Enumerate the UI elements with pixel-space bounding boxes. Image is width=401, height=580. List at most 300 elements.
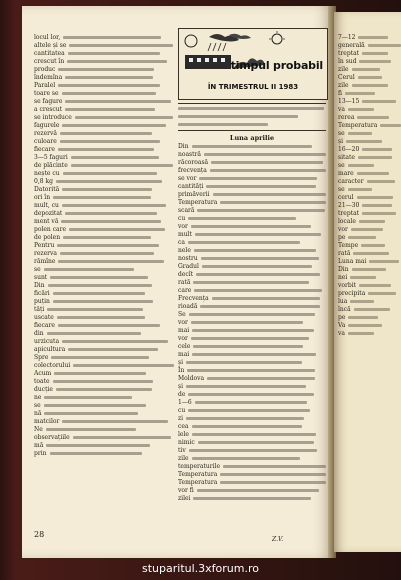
text-line [34, 306, 174, 313]
line-start-word: 3—5 faguri [34, 154, 68, 161]
illegible-text-bar [189, 313, 315, 316]
text-line [178, 471, 326, 478]
illegible-text-bar [195, 401, 307, 404]
text-line [34, 58, 174, 65]
line-start-word: urzicuta [34, 338, 60, 345]
illegible-text-bar [56, 180, 162, 183]
text-line [178, 271, 326, 278]
illegible-text-bar [220, 481, 326, 484]
illegible-text-bar [57, 244, 159, 247]
line-start-word: Tempe [338, 242, 359, 249]
line-start-word: Temperatura [178, 471, 218, 478]
text-line [34, 202, 174, 209]
line-start-word: Se [178, 311, 186, 318]
illegible-text-bar [197, 209, 325, 212]
text-line [34, 402, 174, 409]
line-start-word: uscate [34, 314, 54, 321]
text-line [34, 282, 174, 289]
text-line [34, 90, 174, 97]
text-line [178, 175, 326, 182]
illegible-text-bar [193, 497, 311, 500]
line-start-word: colectorului [34, 362, 71, 369]
text-line [178, 407, 326, 414]
text-line [34, 138, 174, 145]
text-line [178, 415, 326, 422]
line-start-word: Ne [34, 426, 43, 433]
illegible-text-bar [350, 276, 376, 279]
illegible-text-bar [62, 420, 168, 423]
illegible-text-bar [63, 236, 151, 239]
line-start-word: din [34, 330, 44, 337]
line-start-word: rămîne [34, 258, 56, 265]
illegible-text-bar [367, 180, 395, 183]
line-start-word: scară [178, 207, 195, 214]
line-start-word: observațiile [34, 434, 70, 441]
illegible-text-bar [65, 76, 153, 79]
text-line [34, 250, 174, 257]
illegible-text-bar [352, 68, 380, 71]
line-start-word: apicultura [34, 346, 66, 353]
line-start-word: de polen [34, 234, 61, 241]
illegible-text-bar [63, 36, 161, 39]
line-start-word: nă [34, 410, 42, 417]
illegible-text-bar [60, 132, 152, 135]
line-start-word: pe [338, 314, 346, 321]
text-line [338, 282, 401, 289]
text-line [178, 383, 326, 390]
text-line [178, 439, 326, 446]
text-line [34, 378, 174, 385]
line-start-word: care [178, 287, 192, 294]
line-start-word: de [178, 391, 186, 398]
line-start-word: se [338, 162, 345, 169]
text-line [34, 322, 174, 329]
illegible-text-bar [53, 380, 153, 383]
text-line [34, 34, 174, 41]
text-line [34, 370, 174, 377]
line-start-word: temperaturile [178, 463, 221, 470]
text-line [178, 143, 326, 150]
line-start-word: treptat [338, 50, 360, 57]
text-line [178, 287, 326, 294]
line-start-word: generală [338, 42, 365, 49]
line-start-word: Paralel [34, 82, 56, 89]
line-start-word: mai [178, 351, 190, 358]
text-line [34, 42, 174, 49]
line-start-word: rerea [338, 114, 355, 121]
line-start-word: Temperatura [178, 199, 218, 206]
illegible-text-bar [53, 196, 151, 199]
line-start-word: 21—30 [338, 202, 360, 209]
text-line [178, 319, 326, 326]
illegible-text-bar [71, 156, 159, 159]
illegible-text-bar [191, 321, 303, 324]
line-start-word: zi [178, 415, 184, 422]
text-line [178, 399, 326, 406]
text-line [338, 210, 401, 217]
line-start-word: rezerva [34, 250, 57, 257]
text-line [34, 434, 174, 441]
line-start-word: ducție [34, 386, 53, 393]
line-start-word: fiecare [34, 322, 55, 329]
illegible-text-bar [220, 201, 326, 204]
text-line [338, 234, 401, 241]
illegible-text-bar [44, 396, 132, 399]
line-start-word: zile [338, 66, 349, 73]
illegible-text-bar [47, 308, 143, 311]
illegible-text-bar [352, 268, 386, 271]
line-start-word: Gradul [178, 263, 199, 270]
line-start-word: și [178, 383, 183, 390]
illegible-text-bar [60, 140, 160, 143]
illegible-text-bar [57, 316, 145, 319]
line-start-word: vorbit [338, 282, 357, 289]
illegible-text-bar [189, 449, 317, 452]
illegible-text-bar [193, 281, 309, 284]
illegible-text-bar [61, 220, 161, 223]
line-start-word: tăți [34, 306, 45, 313]
line-start-word: lua [338, 298, 348, 305]
illegible-text-bar [369, 260, 399, 263]
illegible-text-bar [188, 241, 300, 244]
illegible-text-bar [58, 324, 160, 327]
text-line [338, 298, 401, 305]
illegible-text-bar [63, 172, 157, 175]
text-line [338, 178, 401, 185]
line-start-word: se [34, 402, 41, 409]
text-line [34, 146, 174, 153]
illegible-text-bar [201, 257, 319, 260]
illegible-text-bar [58, 148, 154, 151]
text-line [178, 151, 326, 158]
watermark: stuparitul.3xforum.ro [142, 562, 259, 575]
illegible-text-bar [368, 44, 401, 47]
illegible-text-bar [191, 337, 309, 340]
text-line [178, 327, 326, 334]
line-start-word: de plăcinte [34, 162, 68, 169]
illegible-text-bar [345, 92, 375, 95]
text-line [178, 191, 326, 198]
illegible-text-bar [58, 84, 160, 87]
line-start-word: 7—12 [338, 34, 356, 41]
line-start-word: Acum [34, 370, 52, 377]
illegible-text-bar [46, 428, 136, 431]
line-start-word: cerul [338, 194, 354, 201]
text-line [34, 330, 174, 337]
text-line [338, 66, 401, 73]
text-line [338, 242, 401, 249]
text-line [34, 98, 174, 105]
text-line [34, 450, 174, 457]
illegible-text-bar [67, 60, 167, 63]
text-line [338, 106, 401, 113]
illegible-text-bar [351, 228, 383, 231]
illegible-text-bar [358, 156, 392, 159]
line-start-word: în sud [338, 58, 357, 65]
line-start-word: polen care [34, 226, 67, 233]
text-line [34, 66, 174, 73]
illegible-text-bar [348, 236, 376, 239]
text-line [34, 226, 174, 233]
text-line [34, 426, 174, 433]
text-line [34, 298, 174, 305]
line-start-word: mult [178, 231, 192, 238]
line-start-word: matcilor [34, 418, 60, 425]
text-line [34, 154, 174, 161]
text-line [178, 255, 326, 262]
text-line [34, 346, 174, 353]
line-start-word: rezervă [34, 130, 57, 137]
line-start-word: vor [178, 223, 188, 230]
text-line [338, 186, 401, 193]
line-start-word: fi [338, 90, 343, 97]
text-line [178, 279, 326, 286]
illegible-text-bar [191, 225, 311, 228]
text-line [338, 258, 401, 265]
line-start-word: va [338, 106, 345, 113]
illegible-text-bar [65, 100, 171, 103]
line-start-word: lele [178, 431, 189, 438]
illegible-text-bar [197, 489, 319, 492]
text-line [178, 423, 326, 430]
text-line [338, 290, 401, 297]
illegible-text-bar [202, 265, 312, 268]
line-start-word: În [178, 367, 185, 374]
text-line [34, 162, 174, 169]
illegible-text-bar [357, 196, 393, 199]
illegible-text-bar [192, 145, 312, 148]
line-start-word: se [338, 186, 345, 193]
line-start-word: caracter [338, 178, 364, 185]
text-line [34, 410, 174, 417]
illegible-text-bar [68, 52, 160, 55]
text-line [338, 306, 401, 313]
line-start-word: ment vă [34, 218, 59, 225]
line-start-word: 1—6 [178, 399, 192, 406]
text-line [178, 247, 326, 254]
line-start-word: nește cu [34, 170, 60, 177]
illegible-text-bar [199, 177, 317, 180]
text-line [178, 431, 326, 438]
illegible-text-bar [348, 332, 374, 335]
text-line [34, 354, 174, 361]
illegible-text-bar [44, 404, 146, 407]
line-start-word: altele și se [34, 42, 67, 49]
text-line [178, 231, 326, 238]
line-start-word: Din [338, 266, 349, 273]
line-start-word: produc [34, 66, 56, 73]
text-line [338, 122, 401, 129]
line-start-word: Frecvența [178, 295, 209, 302]
illegible-text-bar [353, 252, 389, 255]
text-line [34, 386, 174, 393]
illegible-text-bar [368, 292, 396, 295]
illegible-text-bar [186, 385, 306, 388]
illegible-text-bar [44, 268, 134, 271]
line-start-word: Temperatura [338, 122, 378, 129]
illegible-text-bar [69, 228, 165, 231]
text-line [178, 199, 326, 206]
illegible-text-bar [194, 249, 316, 252]
line-start-word: Din [34, 282, 45, 289]
text-line [34, 210, 174, 217]
line-start-word: va [338, 330, 345, 337]
text-line [178, 167, 326, 174]
line-start-word: cu [178, 407, 186, 414]
illegible-text-bar [359, 284, 391, 287]
text-line [34, 82, 174, 89]
text-line [34, 178, 174, 185]
text-line [338, 226, 401, 233]
illegible-text-bar [62, 204, 166, 207]
text-line [338, 314, 401, 321]
illegible-text-bar [358, 76, 382, 79]
line-start-word: cea [178, 423, 189, 430]
weather-header-box [178, 28, 328, 100]
line-start-word: 16—20 [338, 146, 360, 153]
text-line [178, 239, 326, 246]
illegible-text-bar [62, 124, 166, 127]
line-start-word: locale [338, 218, 356, 225]
illegible-text-bar [68, 348, 158, 351]
line-start-word: frecvența [178, 167, 207, 174]
text-line [34, 194, 174, 201]
illegible-text-bar [348, 164, 374, 167]
text-line [338, 266, 401, 273]
text-line [34, 394, 174, 401]
line-start-word: 13—15 [338, 98, 360, 105]
line-start-word: se [338, 130, 345, 137]
illegible-text-bar [75, 116, 173, 119]
text-line [178, 303, 326, 310]
illegible-text-bar [348, 316, 378, 319]
line-start-word: locul lor, [34, 34, 61, 41]
right-text-column [178, 28, 326, 503]
text-line [338, 322, 401, 329]
text-line [338, 194, 401, 201]
illegible-text-bar [195, 233, 321, 236]
illegible-text-bar [357, 116, 389, 119]
illegible-text-bar [53, 292, 145, 295]
illegible-text-bar [187, 369, 315, 372]
illegible-text-bar [348, 108, 374, 111]
illegible-text-bar [348, 188, 372, 191]
line-start-word: vor fi [178, 487, 194, 494]
line-start-word: precipita [338, 290, 366, 297]
line-start-word: culoare [34, 138, 57, 145]
text-line [338, 138, 401, 145]
text-line [178, 463, 326, 470]
text-line [178, 447, 326, 454]
illegible-text-bar [361, 244, 385, 247]
illegible-text-bar [193, 345, 303, 348]
text-line [34, 234, 174, 241]
line-start-word: cantități [178, 183, 204, 190]
illegible-text-bar [348, 324, 382, 327]
text-line [34, 114, 174, 121]
illegible-text-bar [213, 193, 326, 196]
illegible-text-bar [188, 217, 296, 220]
line-start-word: 0,8 kg [34, 178, 53, 185]
line-start-word: și [338, 138, 343, 145]
illegible-text-bar [65, 108, 155, 111]
illegible-text-bar [220, 473, 326, 476]
text-line [178, 121, 326, 128]
illegible-text-bar [50, 276, 148, 279]
text-line [34, 290, 174, 297]
illegible-text-bar [348, 132, 372, 135]
illegible-text-bar [352, 84, 388, 87]
line-start-word: zile [178, 455, 189, 462]
illegible-text-bar [50, 452, 142, 455]
line-start-word: fiecare [34, 146, 55, 153]
text-line [338, 74, 401, 81]
illegible-text-bar [54, 372, 146, 375]
illegible-text-bar [65, 212, 157, 215]
text-line [178, 263, 326, 270]
line-start-word: ne [34, 394, 42, 401]
text-line [338, 162, 401, 169]
text-line [178, 391, 326, 398]
text-line [338, 90, 401, 97]
text-line [338, 154, 401, 161]
line-start-word: ori în [34, 194, 51, 201]
text-line [338, 34, 401, 41]
illegible-text-bar [354, 308, 390, 311]
text-line [178, 113, 326, 120]
text-line [178, 487, 326, 494]
illegible-text-bar [196, 273, 320, 276]
line-start-word: Datorită [34, 186, 60, 193]
illegible-text-bar [188, 393, 314, 396]
text-line [338, 218, 401, 225]
line-start-word: nei [338, 274, 348, 281]
text-line [338, 146, 401, 153]
line-start-word: vor [178, 319, 188, 326]
text-line [338, 50, 401, 57]
text-line [338, 82, 401, 89]
illegible-text-bar [58, 68, 154, 71]
line-start-word: Moldova [178, 375, 205, 382]
text-line [178, 375, 326, 382]
line-start-word: pe [338, 234, 346, 241]
illegible-text-bar [211, 161, 323, 164]
left-text-column [34, 34, 174, 458]
text-line [178, 495, 326, 502]
line-start-word: rată [338, 250, 351, 257]
line-start-word: se introduce [34, 114, 72, 121]
text-line [338, 330, 401, 337]
line-start-word: se fagure [34, 98, 63, 105]
line-start-word: ca [178, 239, 185, 246]
text-line [178, 215, 326, 222]
text-line [338, 98, 401, 105]
line-start-word: încă [338, 306, 351, 313]
text-line [178, 207, 326, 214]
line-start-word: noastră [178, 151, 201, 158]
illegible-text-bar [188, 409, 310, 412]
illegible-text-bar [73, 364, 174, 367]
illegible-text-bar [223, 465, 326, 468]
text-line [34, 362, 174, 369]
line-start-word: nele [178, 247, 191, 254]
illegible-text-bar [186, 417, 304, 420]
line-start-word: cu [178, 215, 186, 222]
text-line [178, 343, 326, 350]
illegible-text-bar [200, 305, 320, 308]
illegible-text-bar [192, 457, 300, 460]
illegible-text-bar [346, 140, 382, 143]
